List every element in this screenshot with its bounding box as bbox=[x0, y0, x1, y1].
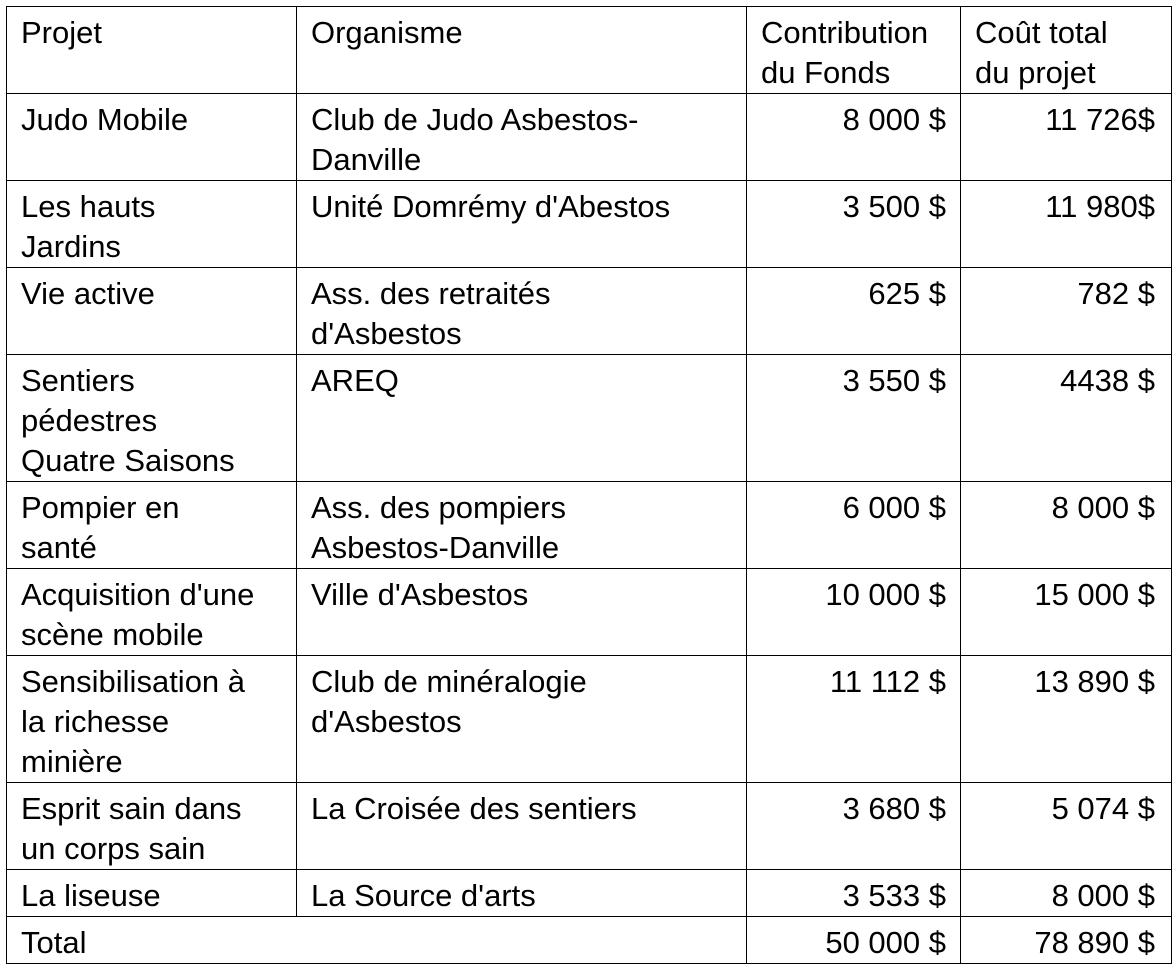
table-row bbox=[7, 355, 1172, 482]
cell-organisme: AREQ bbox=[297, 355, 747, 482]
cell-organisme: Ville d'Asbestos bbox=[297, 569, 747, 656]
table-row bbox=[7, 482, 1172, 569]
table-header-row bbox=[7, 7, 1172, 94]
header-contribution: Contribution du Fonds bbox=[747, 7, 961, 94]
cell-contribution: 625 $ bbox=[747, 268, 961, 355]
cell-projet: Esprit sain dans un corps sain bbox=[7, 783, 297, 870]
funding-table bbox=[6, 6, 1172, 964]
cell-organisme: Unité Domrémy d'Abestos bbox=[297, 181, 747, 268]
cell-projet: Pompier en santé bbox=[7, 482, 297, 569]
cell-projet: Acquisition d'une scène mobile bbox=[7, 569, 297, 656]
cell-contribution: 3 500 $ bbox=[747, 181, 961, 268]
cell-cout-total: 8 000 $ bbox=[961, 870, 1172, 917]
cell-contribution: 6 000 $ bbox=[747, 482, 961, 569]
cell-cout-total: 8 000 $ bbox=[961, 482, 1172, 569]
cell-organisme: Ass. des retraités d'Asbestos bbox=[297, 268, 747, 355]
header-projet: Projet bbox=[7, 7, 297, 94]
cell-projet: Sentiers pédestres Quatre Saisons bbox=[7, 355, 297, 482]
total-contribution: 50 000 $ bbox=[747, 917, 961, 964]
cell-projet: La liseuse bbox=[7, 870, 297, 917]
cell-cout-total: 11 726$ bbox=[961, 94, 1172, 181]
cell-projet: Vie active bbox=[7, 268, 297, 355]
cell-contribution: 11 112 $ bbox=[747, 656, 961, 783]
table-row bbox=[7, 569, 1172, 656]
cell-contribution: 3 550 $ bbox=[747, 355, 961, 482]
cell-organisme: La Croisée des sentiers bbox=[297, 783, 747, 870]
cell-projet: Judo Mobile bbox=[7, 94, 297, 181]
cell-cout-total: 782 $ bbox=[961, 268, 1172, 355]
cell-organisme: La Source d'arts bbox=[297, 870, 747, 917]
cell-organisme: Club de Judo Asbestos- Danville bbox=[297, 94, 747, 181]
cell-contribution: 3 680 $ bbox=[747, 783, 961, 870]
header-cout-total: Coût total du projet bbox=[961, 7, 1172, 94]
cell-contribution: 3 533 $ bbox=[747, 870, 961, 917]
table-row bbox=[7, 783, 1172, 870]
cell-cout-total: 15 000 $ bbox=[961, 569, 1172, 656]
table-row bbox=[7, 870, 1172, 917]
cell-cout-total: 13 890 $ bbox=[961, 656, 1172, 783]
cell-projet: Sensibilisation à la richesse minière bbox=[7, 656, 297, 783]
cell-contribution: 8 000 $ bbox=[747, 94, 961, 181]
cell-projet: Les hauts Jardins bbox=[7, 181, 297, 268]
cell-contribution: 10 000 $ bbox=[747, 569, 961, 656]
cell-organisme: Club de minéralogie d'Asbestos bbox=[297, 656, 747, 783]
cell-cout-total: 11 980$ bbox=[961, 181, 1172, 268]
table-total-row bbox=[7, 917, 1172, 964]
cell-cout-total: 4438 $ bbox=[961, 355, 1172, 482]
header-organisme: Organisme bbox=[297, 7, 747, 94]
cell-organisme: Ass. des pompiers Asbestos-Danville bbox=[297, 482, 747, 569]
table-row bbox=[7, 181, 1172, 268]
total-label: Total bbox=[7, 917, 747, 964]
table-row bbox=[7, 268, 1172, 355]
table-row bbox=[7, 656, 1172, 783]
table-row bbox=[7, 94, 1172, 181]
total-cout-total: 78 890 $ bbox=[961, 917, 1172, 964]
cell-cout-total: 5 074 $ bbox=[961, 783, 1172, 870]
